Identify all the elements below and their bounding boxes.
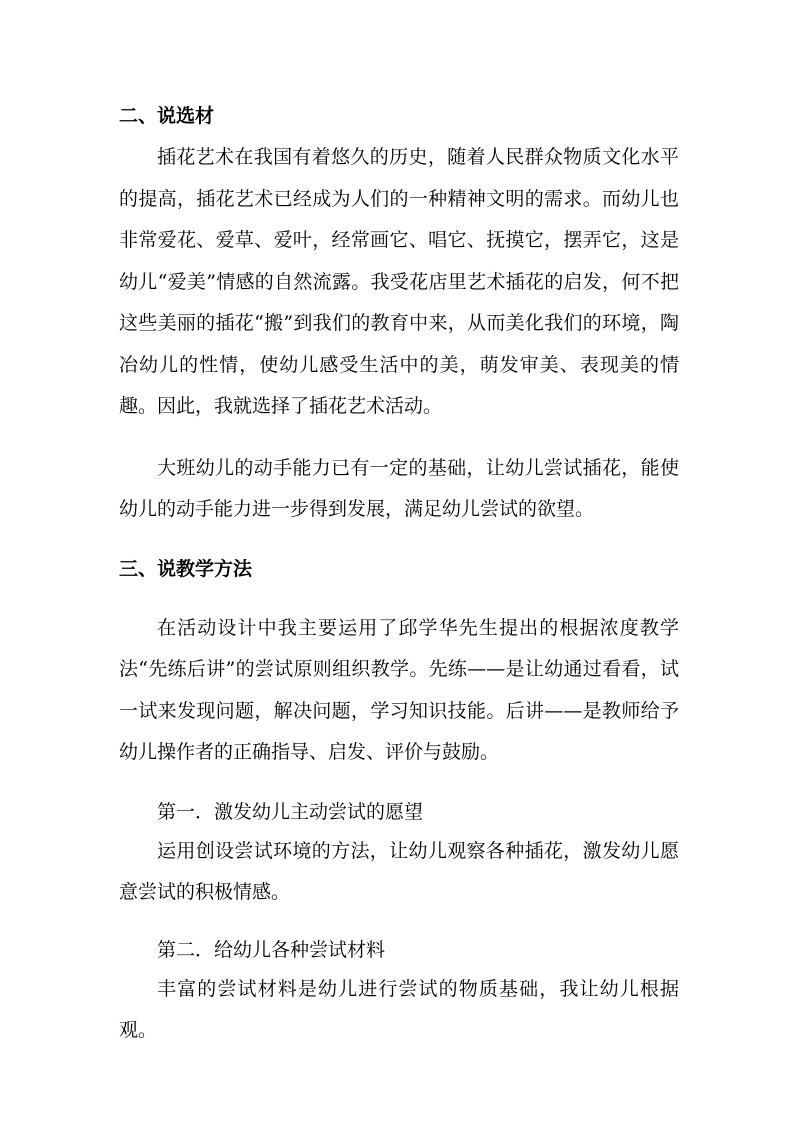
paragraph-second: 丰富的尝试材料是幼儿进行尝试的物质基础，我让幼儿根据观。 bbox=[119, 977, 679, 1041]
paragraph-first: 运用创设尝试环境的方法，让幼儿观察各种插花，激发幼儿愿意尝试的积极情感。 bbox=[119, 839, 679, 903]
section-heading-teaching-method: 三、说教学方法 bbox=[119, 557, 253, 580]
sub-heading-first: 第一．激发幼儿主动尝试的愿望 bbox=[157, 800, 424, 823]
paragraph-teaching-method: 在活动设计中我主要运用了邱学华先生提出的根据浓度教学法“先练后讲”的尝试原则组织教学。先练——是让幼通过看看，试一试来发现问题，解决问题，学习知识技能。后讲——是教师给予幼儿操作者的正确指导、启发、评价与鼓励。 bbox=[119, 616, 679, 763]
paragraph-children-ability: 大班幼儿的动手能力已有一定的基础，让幼儿尝试插花，能使幼儿的动手能力进一步得到发展，满足幼儿尝试的欲望。 bbox=[119, 456, 679, 520]
sub-heading-second: 第二．给幼儿各种尝试材料 bbox=[157, 938, 386, 961]
paragraph-flower-art-history: 插花艺术在我国有着悠久的历史，随着人民群众物质文化水平的提高，插花艺术已经成为人们的一种精神文明的需求。而幼儿也非常爱花、爱草、爱叶，经常画它、唱它、抚摸它，摆弄它，这是幼儿“爱美”情感的自然流露。我受花店里艺术插花的启发，何不把这些美丽的插花“搬”到我们的教育中来，从而美化我们的环境，陶冶幼儿的性情，使幼儿感受生活中的美，萌发审美、表现美的情趣。因此，我就选择了插花艺术活动。 bbox=[119, 146, 679, 417]
section-heading-select-material: 二、说选材 bbox=[119, 105, 215, 127]
document-body bbox=[119, 100, 679, 1052]
